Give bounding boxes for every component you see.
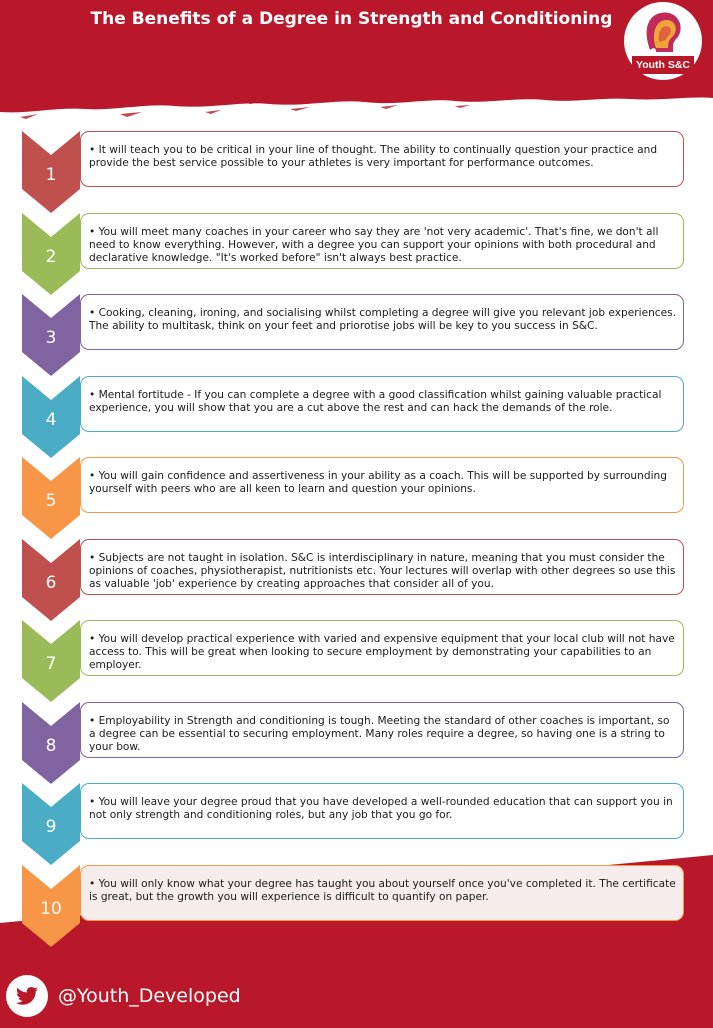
item-number: 3 — [45, 328, 57, 348]
item-number: 1 — [45, 165, 57, 185]
footer-social — [6, 973, 241, 1019]
item-text: • You will leave your degree proud that you have developed a well-rounded education that can support you in not only strength and conditioning roles, but any job that you go for. — [89, 796, 673, 821]
item-text-box — [80, 865, 684, 921]
item-text: • You will develop practical experience with varied and expensive equipment that your local club will not have access to. This will be great when looking to secure employment by demonstrating your capabilities to an employer. — [89, 633, 675, 671]
item-text: • Employability in Strength and conditioning is tough. Meeting the standard of other coaches is important, so a degree can be essential to securing employment. Many roles require a degree, so having one is a string to your bow. — [89, 714, 670, 753]
item-number: 2 — [45, 246, 57, 267]
item-text-box — [80, 457, 684, 513]
item-text-box — [80, 620, 684, 676]
item-number: 7 — [45, 654, 57, 674]
item-text-box — [80, 376, 684, 432]
item-text: • It will teach you to be critical in your line of thought. The ability to continually question your practice and provide the best service possible to your athletes is very important for performance outcomes. — [89, 144, 658, 169]
head-silhouette-icon — [642, 8, 684, 54]
item-text-box — [80, 539, 684, 595]
twitter-button[interactable] — [6, 975, 48, 1017]
item-text: • You will gain confidence and assertiveness in your ability as a coach. This will be supported by surrounding yourself with peers who are all keen to learn and question your opinions. — [89, 470, 667, 495]
item-number: 10 — [40, 898, 62, 919]
item-number: 6 — [45, 572, 57, 593]
item-text: • You will meet many coaches in your career who say they are 'not very academic'. That's fine, we don't all need to know everything. However, with a degree you can support your opinions with both procedural and declarative knowledge. "It's worked before" isn't always best practice. — [89, 225, 659, 264]
item-text-box — [80, 702, 684, 758]
twitter-handle[interactable]: @Youth_Developed — [58, 985, 241, 1007]
youth-sc-logo — [624, 2, 702, 80]
item-text: • Mental fortitude - If you can complete a degree with a good classification whilst gaining valuable practical experience, you will show that you are a cut above the rest and can hack the demands of the role. — [89, 388, 662, 414]
item-text-box — [80, 131, 684, 187]
item-text: • Cooking, cleaning, ironing, and socialising whilst completing a degree will give you relevant job experiences. The ability to multitask, think on your feet and priorotise jobs will be key to you success in S&C. — [89, 307, 677, 332]
item-number: 5 — [45, 491, 57, 511]
twitter-bird-icon — [15, 984, 39, 1008]
page-title: The Benefits of a Degree in Strength and Conditioning — [90, 9, 613, 29]
item-text-box — [80, 213, 684, 269]
item-text: • You will only know what your degree has taught you about yourself once you've completed it. The certificate is great, but the growth you will experience is difficult to quantify on paper. — [89, 877, 676, 903]
item-number: 9 — [45, 817, 57, 837]
logo-label: Youth S&C — [632, 56, 694, 74]
item-text-box — [80, 294, 684, 350]
item-text-box — [80, 783, 684, 839]
item-text: • Subjects are not taught in isolation. S&C is interdisciplinary in nature, meaning that you must consider the opinions of coaches, physiotherapist, nutritionists etc. Your lectures will overlap with other degrees so use this as valuable 'job' experience by creating approaches that consider all of you. — [89, 551, 676, 590]
item-number: 4 — [45, 409, 57, 430]
item-number: 8 — [45, 735, 57, 756]
